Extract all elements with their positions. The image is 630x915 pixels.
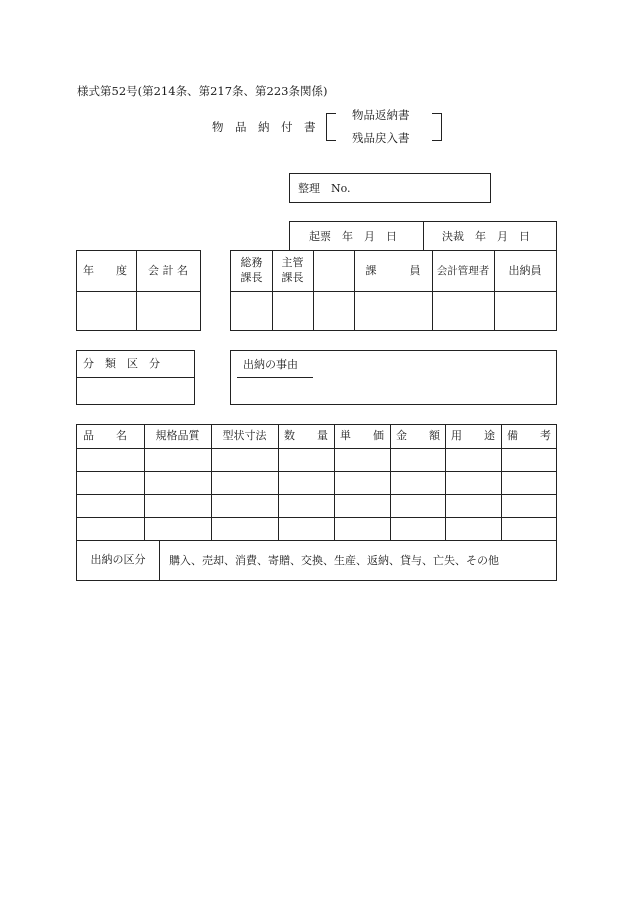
header-hinmei: 品 名 bbox=[83, 429, 127, 443]
suitouin-label: 出納員 bbox=[508, 263, 542, 277]
header-biko: 備 考 bbox=[507, 429, 551, 443]
left-bracket bbox=[326, 113, 336, 141]
table-row[interactable] bbox=[77, 472, 556, 494]
shukan-kacho-label: 主管 課長 bbox=[281, 256, 304, 284]
reason-block[interactable] bbox=[230, 350, 557, 405]
title-option-return: 物品返納書 bbox=[352, 108, 410, 122]
items-table bbox=[76, 424, 557, 581]
kihyo-date-label: 起票 年 月 日 bbox=[309, 230, 397, 243]
kaikei-kanrisha-stamp-field[interactable] bbox=[433, 292, 494, 330]
header-yoto: 用 途 bbox=[451, 429, 495, 443]
kessai-date-label: 決裁 年 月 日 bbox=[442, 230, 530, 243]
classification-field[interactable] bbox=[77, 378, 194, 404]
title-option-leftover: 残品戻入書 bbox=[352, 131, 410, 145]
kaikei-value-field[interactable] bbox=[137, 292, 200, 330]
right-bracket bbox=[432, 113, 442, 141]
form-title: 物 品 納 付 書 bbox=[212, 120, 316, 134]
header-kikaku: 規格品質 bbox=[155, 429, 200, 443]
nendo-value-field[interactable] bbox=[77, 292, 136, 330]
blank-stamp-field[interactable] bbox=[314, 292, 354, 330]
somu-stamp-field[interactable] bbox=[231, 292, 272, 330]
table-row[interactable] bbox=[77, 518, 556, 540]
header-kingaku: 金 額 bbox=[396, 429, 440, 443]
seiri-number-label: 整理 No. bbox=[298, 182, 351, 195]
category-label: 出納の区分 bbox=[90, 553, 146, 567]
fiscal-block bbox=[76, 250, 201, 331]
header-keijo: 型状寸法 bbox=[222, 429, 267, 443]
form-number: 様式第52号(第214条、第217条、第223条関係) bbox=[77, 84, 328, 98]
reason-label: 出納の事由 bbox=[243, 358, 298, 371]
header-suryo: 数 量 bbox=[284, 429, 328, 443]
kain-stamp-field[interactable] bbox=[355, 292, 432, 330]
kaikei-kanrisha-label: 会計管理者 bbox=[436, 264, 490, 277]
classification-block bbox=[76, 350, 195, 405]
nendo-label: 年 度 bbox=[83, 263, 127, 277]
date-box bbox=[289, 221, 557, 251]
seiri-number-box[interactable] bbox=[289, 173, 491, 203]
shukan-stamp-field[interactable] bbox=[273, 292, 313, 330]
table-row[interactable] bbox=[77, 449, 556, 471]
classification-label: 分 類 区 分 bbox=[83, 356, 160, 370]
somu-kacho-label: 総務 課長 bbox=[240, 256, 263, 284]
category-options[interactable]: 購入、売却、消費、寄贈、交換、生産、返納、貸与、亡失、その他 bbox=[169, 554, 499, 567]
table-row[interactable] bbox=[77, 495, 556, 517]
blank-approval-label bbox=[313, 251, 354, 291]
kaikei-label: 会 計 名 bbox=[148, 263, 188, 277]
approval-block bbox=[230, 250, 557, 331]
header-tanka: 単 価 bbox=[340, 429, 384, 443]
suitouin-stamp-field[interactable] bbox=[495, 292, 556, 330]
kain-label: 課 員 bbox=[365, 263, 421, 277]
